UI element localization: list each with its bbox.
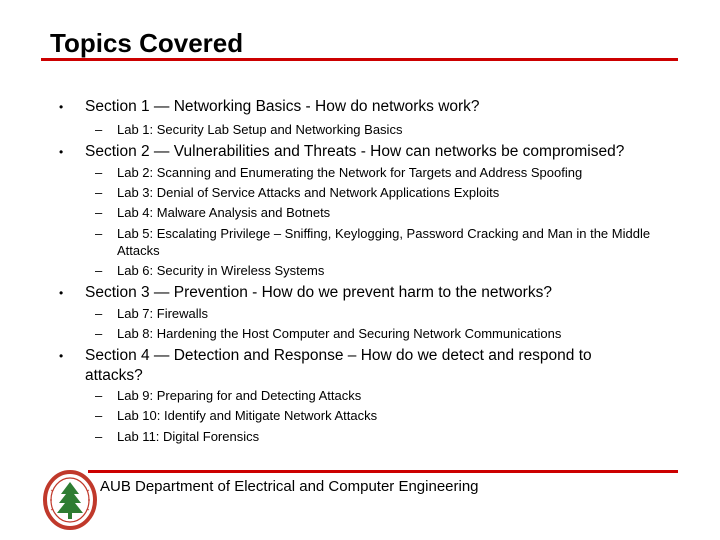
- section-4-text: Section 4 — Detection and Response – How do we detect and respond to attacks?: [85, 347, 592, 384]
- lab-item: [95, 226, 662, 259]
- dash-icon: –: [95, 408, 103, 423]
- dash-icon: –: [95, 205, 103, 220]
- lab-item: [95, 429, 662, 446]
- bullet-icon: •: [59, 145, 64, 159]
- slide-title: Topics Covered: [50, 28, 244, 58]
- lab-3-text: Lab 3: Denial of Service Attacks and Network Applications Exploits: [117, 185, 500, 200]
- section-1-text: Section 1 — Networking Basics - How do networks work?: [85, 98, 480, 115]
- footer-text: AUB Department of Electrical and Computer Engineering: [100, 478, 479, 495]
- lab-item: [95, 408, 662, 425]
- lab-item: [95, 306, 662, 323]
- lab-9-text: Lab 9: Preparing for and Detecting Attacks: [117, 388, 362, 403]
- dash-icon: –: [95, 165, 103, 180]
- lab-2-text: Lab 2: Scanning and Enumerating the Network for Targets and Address Spoofing: [117, 165, 583, 180]
- dash-icon: –: [95, 306, 103, 321]
- footer-rule: [88, 470, 678, 473]
- bullet-icon: •: [59, 100, 64, 114]
- dash-icon: –: [95, 122, 103, 137]
- lab-item: [95, 326, 662, 343]
- lab-7-text: Lab 7: Firewalls: [117, 306, 209, 321]
- dash-icon: –: [95, 388, 103, 403]
- lab-item: [95, 185, 662, 202]
- bullet-icon: •: [59, 286, 64, 300]
- bullet-icon: •: [59, 349, 64, 363]
- aub-cedar-seal-icon: [43, 470, 98, 530]
- lab-4-text: Lab 4: Malware Analysis and Botnets: [117, 205, 331, 220]
- dash-icon: –: [95, 263, 103, 278]
- lab-item: [95, 263, 662, 280]
- lab-8-text: Lab 8: Hardening the Host Computer and Securing Network Communications: [117, 326, 562, 341]
- dash-icon: –: [95, 429, 103, 444]
- lab-10-text: Lab 10: Identify and Mitigate Network Attacks: [117, 408, 378, 423]
- lab-1-text: Lab 1: Security Lab Setup and Networking Basics: [117, 122, 403, 137]
- lab-item: [95, 205, 662, 222]
- lab-11-text: Lab 11: Digital Forensics: [117, 429, 260, 444]
- section-4-item: [59, 346, 625, 386]
- section-2-item: [59, 142, 660, 162]
- dash-icon: –: [95, 326, 103, 341]
- dash-icon: –: [95, 226, 103, 241]
- lab-item: [95, 122, 662, 139]
- section-2-text: Section 2 — Vulnerabilities and Threats - How can networks be compromised?: [85, 143, 625, 160]
- section-3-item: [59, 283, 660, 303]
- lab-item: [95, 165, 662, 182]
- dash-icon: –: [95, 185, 103, 200]
- section-1-item: [59, 97, 660, 117]
- lab-5-text: Lab 5: Escalating Privilege – Sniffing, Keylogging, Password Cracking and Man in the Middle Attacks: [117, 226, 651, 258]
- lab-6-text: Lab 6: Security in Wireless Systems: [117, 263, 325, 278]
- lab-item: [95, 388, 662, 405]
- section-3-text: Section 3 — Prevention - How do we prevent harm to the networks?: [85, 284, 552, 301]
